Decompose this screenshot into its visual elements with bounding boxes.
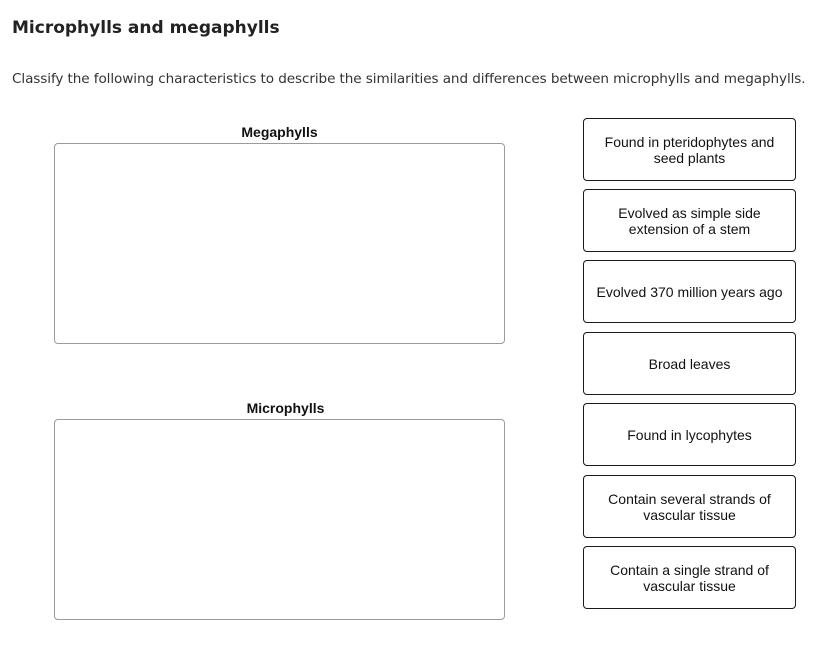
card-found-in-pteridophytes[interactable] xyxy=(583,118,796,181)
card-evolved-370-million[interactable] xyxy=(583,260,796,323)
instructions-text: Classify the following characteristics to describe the similarities and differences between microphylls and megaphylls. xyxy=(12,71,806,87)
page-title: Microphylls and megaphylls xyxy=(12,18,280,38)
card-label: Contain a single strand of vascular tissue xyxy=(610,561,769,594)
card-found-in-lycophytes[interactable] xyxy=(583,403,796,466)
card-several-strands[interactable] xyxy=(583,475,796,538)
card-label: Broad leaves xyxy=(648,355,731,372)
card-simple-side-extension[interactable] xyxy=(583,189,796,252)
card-label: Found in pteridophytes and seed plants xyxy=(604,133,775,166)
megaphylls-drop-zone[interactable] xyxy=(54,143,505,344)
microphylls-drop-zone[interactable] xyxy=(54,419,505,620)
microphylls-zone-label: Microphylls xyxy=(246,400,325,416)
card-label: Evolved 370 million years ago xyxy=(596,283,783,300)
card-label: Evolved as simple side extension of a stem xyxy=(618,204,761,237)
card-label: Found in lycophytes xyxy=(627,426,752,443)
card-label: Contain several strands of vascular tissue xyxy=(608,490,771,523)
card-single-strand[interactable] xyxy=(583,546,796,609)
megaphylls-zone-label: Megaphylls xyxy=(241,124,318,140)
card-broad-leaves[interactable] xyxy=(583,332,796,395)
